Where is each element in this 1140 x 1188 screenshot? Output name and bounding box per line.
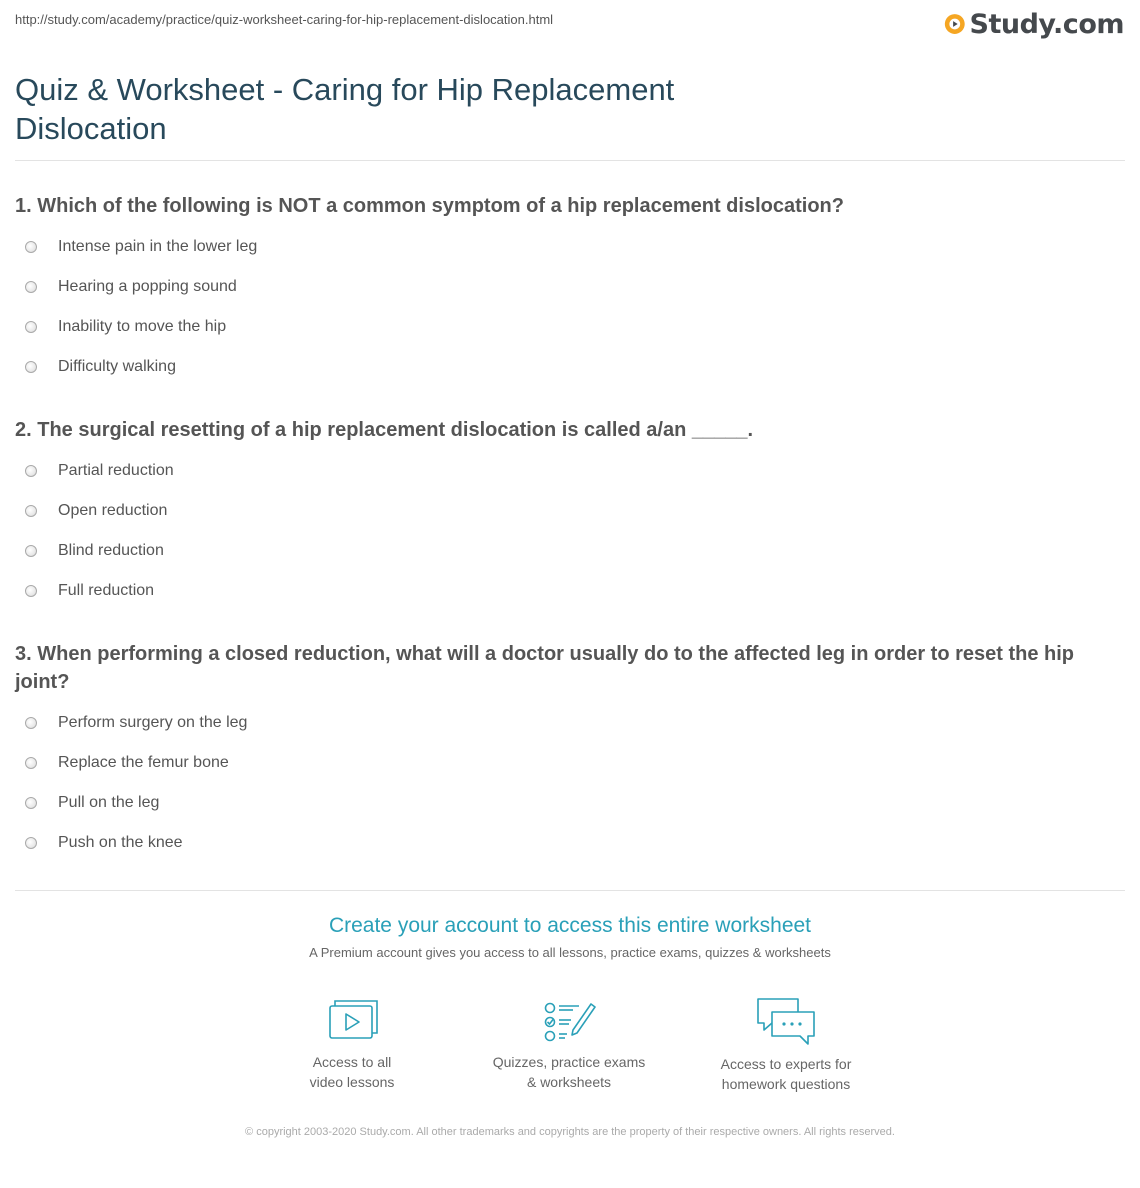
answer-option[interactable]: [15, 307, 257, 347]
premium-description: A Premium account gives you access to all lessons, practice exams, quizzes & worksheets: [309, 945, 831, 960]
answer-label: Partial reduction: [58, 462, 174, 479]
feature-quizzes: [469, 996, 669, 1092]
answer-label: Difficulty walking: [58, 358, 176, 375]
title-divider: [15, 160, 1125, 161]
radio-button[interactable]: [25, 585, 37, 597]
answer-label: Push on the knee: [58, 834, 183, 851]
answer-label: Pull on the leg: [58, 794, 160, 811]
answer-option[interactable]: [15, 267, 257, 307]
answer-label: Blind reduction: [58, 542, 164, 559]
answer-option[interactable]: [15, 531, 174, 571]
answer-option[interactable]: [15, 783, 247, 823]
radio-button[interactable]: [25, 321, 37, 333]
answer-label: Full reduction: [58, 582, 155, 599]
question-3: 3. When performing a closed reduction, what will a doctor usually do to the affected leg in order to reset the hip joint?: [15, 643, 1075, 693]
question-2: 2. The surgical resetting of a hip replacement dislocation is called a/an _____.: [15, 419, 754, 441]
radio-button[interactable]: [25, 837, 37, 849]
answer-option[interactable]: [15, 451, 174, 491]
question-2-answers: [15, 451, 174, 611]
feature-experts: [686, 996, 886, 1094]
create-account-link[interactable]: Create your account to access this entire worksheet: [328, 914, 812, 937]
video-lessons-icon: [324, 996, 380, 1044]
answer-option[interactable]: [15, 227, 257, 267]
answer-option[interactable]: [15, 347, 257, 387]
cta-divider: [15, 890, 1125, 891]
chat-bubbles-icon: [754, 996, 818, 1046]
answer-option[interactable]: [15, 823, 247, 863]
feature-label: Access to all video lessons: [309, 1054, 395, 1090]
quiz-checklist-icon: [541, 996, 597, 1044]
radio-button[interactable]: [25, 797, 37, 809]
feature-label: Quizzes, practice exams & worksheets: [492, 1054, 646, 1090]
answer-option[interactable]: [15, 703, 247, 743]
radio-button[interactable]: [25, 241, 37, 253]
question-1: 1. Which of the following is NOT a common symptom of a hip replacement dislocation?: [15, 195, 844, 217]
study-logo[interactable]: [944, 8, 1124, 40]
feature-label: Access to experts for homework questions: [720, 1056, 852, 1092]
question-1-answers: [15, 227, 257, 387]
question-3-answers: [15, 703, 247, 863]
answer-label: Perform surgery on the leg: [58, 714, 248, 731]
page-title-line-1: Quiz & Worksheet - Caring for Hip Replacement: [15, 72, 675, 107]
answer-label: Open reduction: [58, 502, 168, 519]
page-url: http://study.com/academy/practice/quiz-worksheet-caring-for-hip-replacement-dislocation.html: [15, 12, 554, 27]
play-circle-logo-icon: [944, 11, 966, 37]
answer-label: Intense pain in the lower leg: [58, 238, 258, 255]
feature-video-lessons: [252, 996, 452, 1092]
copyright-notice: © copyright 2003-2020 Study.com. All other trademarks and copyrights are the property of their respective owners. All rights reserved.: [245, 1126, 895, 1138]
answer-label: Hearing a popping sound: [58, 278, 237, 295]
radio-button[interactable]: [25, 281, 37, 293]
answer-label: Inability to move the hip: [58, 318, 227, 335]
radio-button[interactable]: [25, 361, 37, 373]
radio-button[interactable]: [25, 505, 37, 517]
radio-button[interactable]: [25, 465, 37, 477]
answer-option[interactable]: [15, 571, 174, 611]
radio-button[interactable]: [25, 545, 37, 557]
answer-option[interactable]: [15, 743, 247, 783]
answer-option[interactable]: [15, 491, 174, 531]
page-title-line-2: Dislocation: [15, 111, 167, 146]
answer-label: Replace the femur bone: [58, 754, 229, 771]
radio-button[interactable]: [25, 757, 37, 769]
logo-text: Study.com: [969, 8, 1124, 40]
radio-button[interactable]: [25, 717, 37, 729]
page-title: [15, 70, 775, 148]
